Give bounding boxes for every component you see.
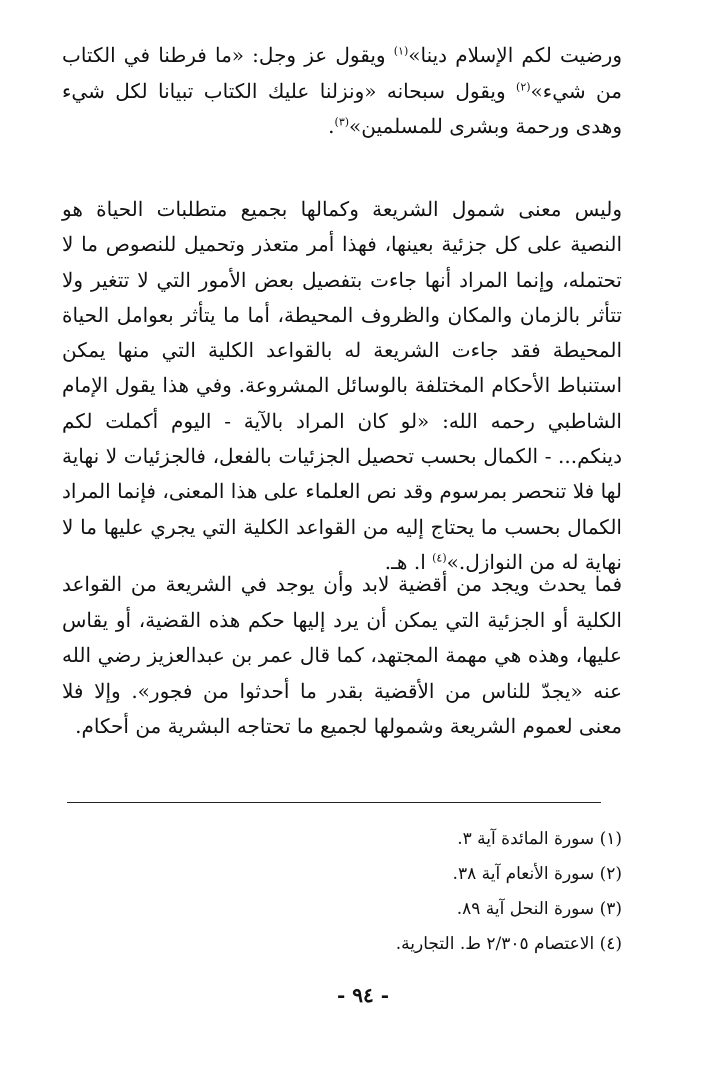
text-segment: ورضيت لكم الإسلام دينا» <box>408 43 622 67</box>
paragraph <box>62 192 622 580</box>
text-segment: ا. هـ. <box>384 549 433 574</box>
footnote-reference: (٣) <box>334 115 350 129</box>
footnote-reference: (٤) <box>432 551 447 565</box>
text-segment: وليس معنى شمول الشريعة وكمالها بجميع متطلبات الحياة هو النصية على كل جزئية بعينها، فهذا أمر متعذر وتحميل للنصوص ما لا تحتمله، وإنما المراد أنها جاءت بتفصيل بعض الأمور التي لا تتغير ولا تتأثر بالزمان والمكان والظروف المحيطة، أما ما يتأثر بعوامل الحياة المحيطة فقد جاءت الشريعة له بالقواعد الكلية التي منها يمكن استنباط الأحكام المختلفة بالوسائل المشروعة. وفي هذا يقول الإمام الشاطبي رحمه الله: «لو كان المراد بالآية - اليوم أكملت لكم دينكم... - الكمال بحسب تحصيل الجزئيات بالفعل، فالجزئيات لا نهاية لها فلا تنحصر بمرسوم وقد نص العلماء على هذا المعنى، فإنما المراد الكمال بحسب ما يحتاج إليه من القواعد الكلية التي يجري عليها ما لا نهاية له من النوازل.» <box>62 197 622 574</box>
footnote-reference: (١) <box>393 44 409 58</box>
footnote: (٤) الاعتصام ٢/٣٠٥ ط. التجارية. <box>395 934 622 954</box>
footnote: (١) سورة المائدة آية ٣. <box>457 829 622 849</box>
footnote-divider <box>67 802 601 803</box>
text-segment: ويقول عز وجل: «ما فرطنا في الكتاب من شيء» <box>62 43 622 103</box>
footnote: (٣) سورة النحل آية ٨٩. <box>456 899 622 919</box>
footnote-reference: (٢) <box>516 79 531 93</box>
text-segment: فما يحدث ويجد من أقضية لابد وأن يوجد في الشريعة من القواعد الكلية أو الجزئية التي يمكن أن يرد إليها حكم هذه القضية، أو يقاس عليها، وهذه هي مهمة المجتهد، كما قال عمر بن عبدالعزيز رضي الله عنه «يجدّ للناس من الأقضية بقدر ما أحدثوا من فجور». وإلا فلا معنى لعموم الشريعة وشمولها لجميع ما تحتاجه البشرية من أحكام. <box>62 572 623 738</box>
page-number: - ٩٤ - <box>336 983 389 1007</box>
footnotes-list <box>62 822 622 962</box>
paragraph <box>62 38 622 145</box>
footnote: (٢) سورة الأنعام آية ٣٨. <box>452 864 622 884</box>
text-segment: ويقول سبحانه «ونزلنا عليك الكتاب تبيانا لكل شيء وهدى ورحمة وبشرى للمسلمين» <box>62 78 622 138</box>
paragraph <box>62 567 622 745</box>
text-segment: . <box>328 114 335 138</box>
